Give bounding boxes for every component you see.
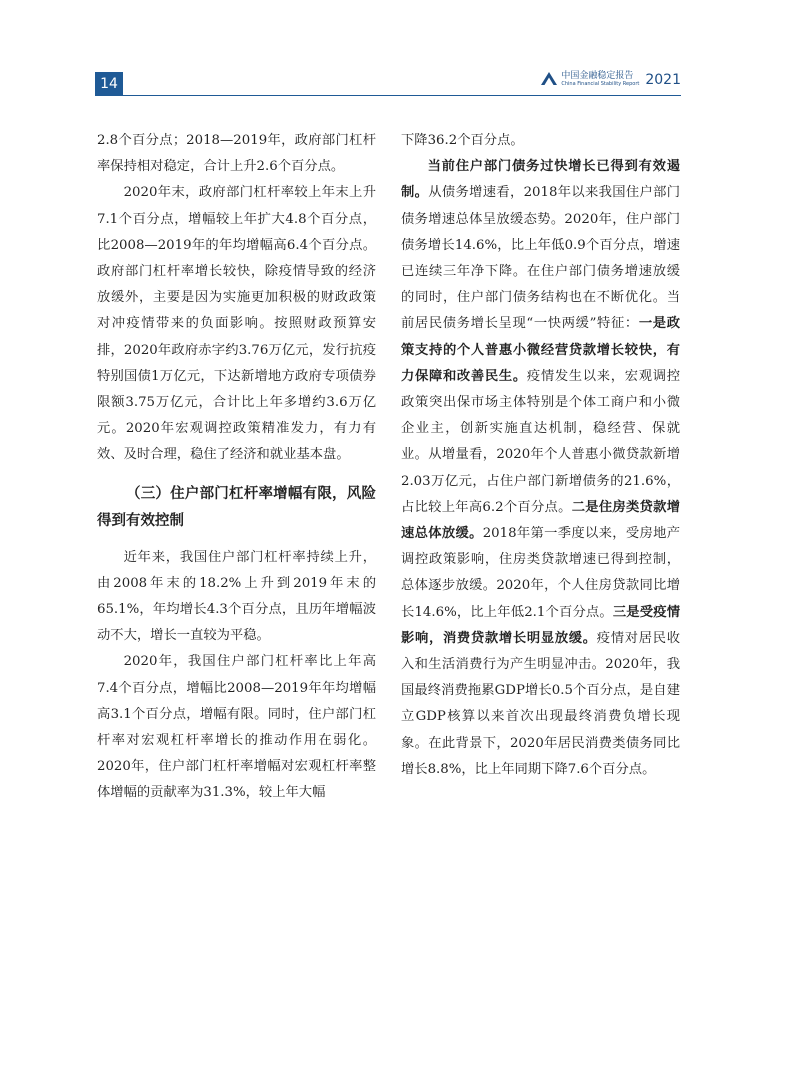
brand-year: 2021 <box>645 71 681 88</box>
report-logo-icon <box>541 70 557 89</box>
paragraph: 2.8个百分点；2018—2019年，政府部门杠杆率保持相对稳定，合计上升2.6个百分点。 <box>97 133 376 175</box>
paragraph-text: 疫情发生以来，宏观调控政策突出保市场主体特别是个体工商户和小微企业主，创新实施直达机制，稳经营、保就业。从增量看，2020年个人普惠小微贷款新增2.03万亿元，占住户部门新增债务的21.6%，占比较上年高6.2个百分点。 <box>401 368 680 515</box>
paragraph-text: 疫情对居民收入和生活消费行为产生明显冲击。2020年，我国最终消费拖累GDP增长0.5个百分点，是自建立GDP核算以来首次出现最终消费负增长现象。在此背景下，2020年居民消费类债务同比增长8.8%，比上年同期下降7.6个百分点。 <box>401 630 680 777</box>
paragraph-text: 从债务增速看，2018年以来我国住户部门债务增速总体呈放缓态势。2020年，住户部门债务增长14.6%，比上年低0.9个百分点，增速已连续三年净下降。在住户部门债务增速放缓的同时，住户部门债务结构也在不断优化。当前居民债务增长呈现“一快两缓”特征： <box>401 185 681 332</box>
paragraph-text: 2018年第一季度以来，受房地产调控政策影响，住房类贷款增速已得到控制，总体逐步放缓。2020年，个人住房贷款同比增长14.6%，比上年低2.1个百分点。 <box>401 526 680 620</box>
page-number: 14 <box>95 72 123 96</box>
section-heading: （三）住户部门杠杆率增幅有限，风险得到有效控制 <box>97 485 376 529</box>
paragraph <box>401 154 680 783</box>
paragraph: 下降36.2个百分点。 <box>401 133 524 148</box>
paragraph: 近年来，我国住户部门杠杆率持续上升，由2008年末的18.2%上升到2019年末的65.1%，年均增长4.3个百分点，且历年增幅波动不大，增长一直较为平稳。 <box>97 549 376 644</box>
header-rule <box>95 95 681 96</box>
brand-title-cn: 中国金融稳定报告 <box>561 70 634 81</box>
header-brand <box>541 70 681 89</box>
brand-title-en: China Financial Stability Report <box>561 80 640 87</box>
bold-point-two: 二是住房类贷款增速总体放缓。 <box>401 499 680 542</box>
paragraph: 2020年末，政府部门杠杆率较上年末上升7.1个百分点，增幅较上年扩大4.8个百分点，比2008—2019年的年均增幅高6.4个百分点。政府部门杠杆率增长较快，除疫情导致的经济放缓外，主要是因为实施更加积极的财政政策对冲疫情带来的负面影响。按照财政预算安排，2020年政府赤字约3.76万亿元，发行抗疫特别国债1万亿元，下达新增地方政府专项债券限额3.75万亿元，合计比上年多增约3.6万亿元。2020年宏观调控政策精准发力，有力有效、及时合理，稳住了经济和就业基本盘。 <box>97 185 376 463</box>
brand-text <box>561 72 639 87</box>
paragraph: 2020年，我国住户部门杠杆率比上年高7.4个百分点，增幅比2008—2019年年均增幅高3.1个百分点，增幅有限。同时，住户部门杠杆率对宏观杠杆率增长的推动作用在弱化。2020年，住户部门杠杆率增幅对宏观杠杆率整体增幅的贡献率为31.3%，较上年大幅 <box>97 654 376 801</box>
right-column <box>401 128 680 783</box>
left-column <box>97 128 376 807</box>
bold-point-three: 三是受疫情影响，消费贷款增长明显放缓。 <box>401 604 681 646</box>
bold-lead: 当前住户部门债务过快增长已得到有效遏制。 <box>401 159 680 201</box>
bold-point-one: 一是政策支持的个人普惠小微经营贷款增长较快，有力保障和改善民生。 <box>401 316 680 384</box>
